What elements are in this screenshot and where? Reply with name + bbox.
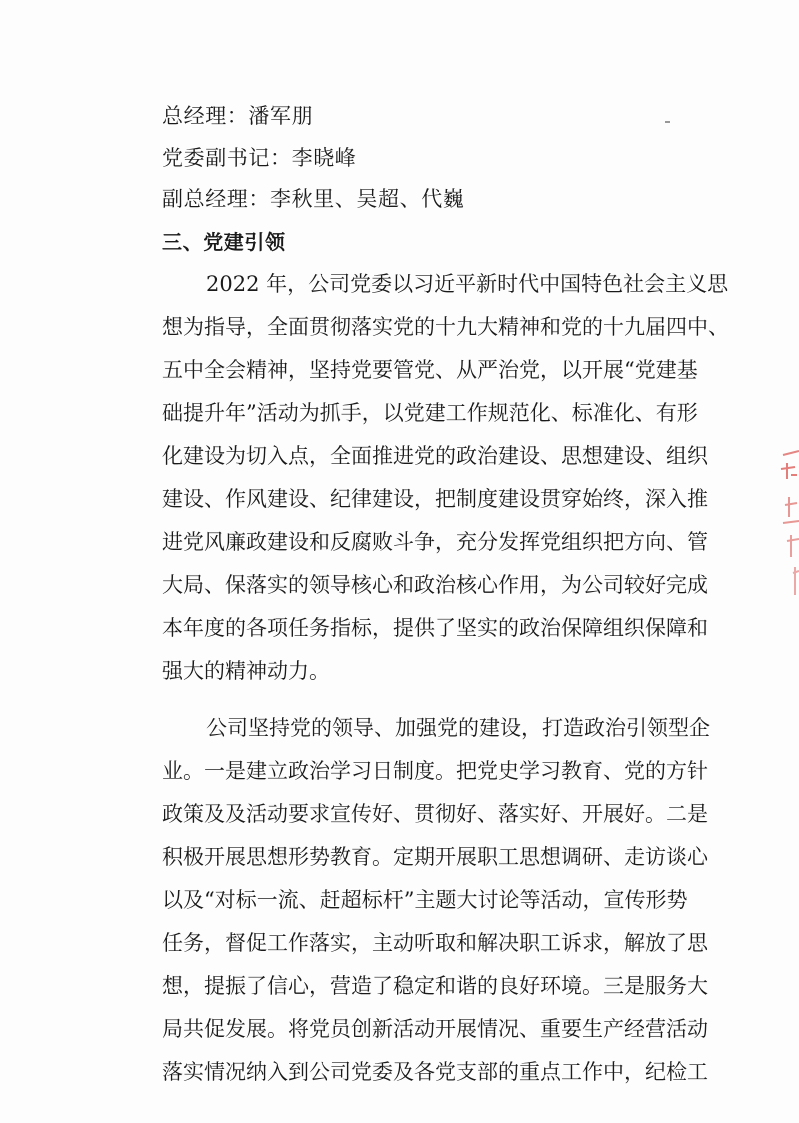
role-deputy-general-managers: 副总经理：李秋里、吴超、代巍 — [162, 187, 465, 211]
paragraph1-line: 化建设为切入点，全面推进党的政治建设、思想建设、组织 — [162, 444, 708, 468]
paragraph2-line: 任务，督促工作落实，主动听取和解决职工诉求，解放了思 — [162, 931, 708, 955]
paragraph1-line: 2022 年，公司党委以习近平新时代中国特色社会主义思 — [206, 272, 729, 296]
paragraph2-line: 以及“对标一流、赶超标杆”主题大讨论等活动，宣传形势 — [162, 888, 688, 912]
paragraph2-line: 政策及及活动要求宣传好、贯彻好、落实好、开展好。二是 — [162, 802, 708, 826]
paragraph1-line: 本年度的各项任务指标，提供了坚实的政治保障组织保障和 — [162, 616, 708, 640]
paragraph2-line: 业。一是建立政治学习日制度。把党史学习教育、党的方针 — [162, 759, 708, 783]
paragraph2-line: 落实情况纳入到公司党委及各党支部的重点工作中，纪检工 — [162, 1060, 708, 1084]
role-deputy-secretary: 党委副书记：李晓峰 — [162, 146, 357, 170]
paragraph1-line: 五中全会精神，坚持党要管党、从严治党，以开展“党建基 — [162, 358, 698, 382]
paragraph2-line: 想，提振了信心，营造了稳定和谐的良好环境。三是服务大 — [162, 974, 708, 998]
paragraph1-line: 想为指导，全面贯彻落实党的十九大精神和党的十九届四中、 — [162, 315, 729, 339]
paragraph2-line: 积极开展思想形势教育。定期开展职工思想调研、走访谈心 — [162, 845, 708, 869]
paragraph1-line: 进党风廉政建设和反腐败斗争，充分发挥党组织把方向、管 — [162, 530, 708, 554]
paragraph1-line: 强大的精神动力。 — [162, 659, 330, 683]
scan-speck — [665, 121, 670, 123]
paragraph1-line: 础提升年”活动为抓手，以党建工作规范化、标准化、有形 — [162, 401, 698, 425]
paragraph1-line: 建设、作风建设、纪律建设，把制度建设贯穿始终，深入推 — [162, 487, 708, 511]
role-general-manager: 总经理：潘军朋 — [162, 104, 314, 128]
paragraph1-line: 大局、保落实的领导核心和政治核心作用，为公司较好完成 — [162, 573, 708, 597]
paragraph2-line: 局共促发展。将党员创新活动开展情况、重要生产经营活动 — [162, 1017, 708, 1041]
seal-stamp-fragment-icon — [777, 445, 799, 605]
seal-stamp-edge — [777, 445, 799, 605]
section-heading: 三、党建引领 — [162, 230, 286, 254]
paragraph2-line: 公司坚持党的领导、加强党的建设，打造政治引领型企 — [206, 716, 710, 740]
